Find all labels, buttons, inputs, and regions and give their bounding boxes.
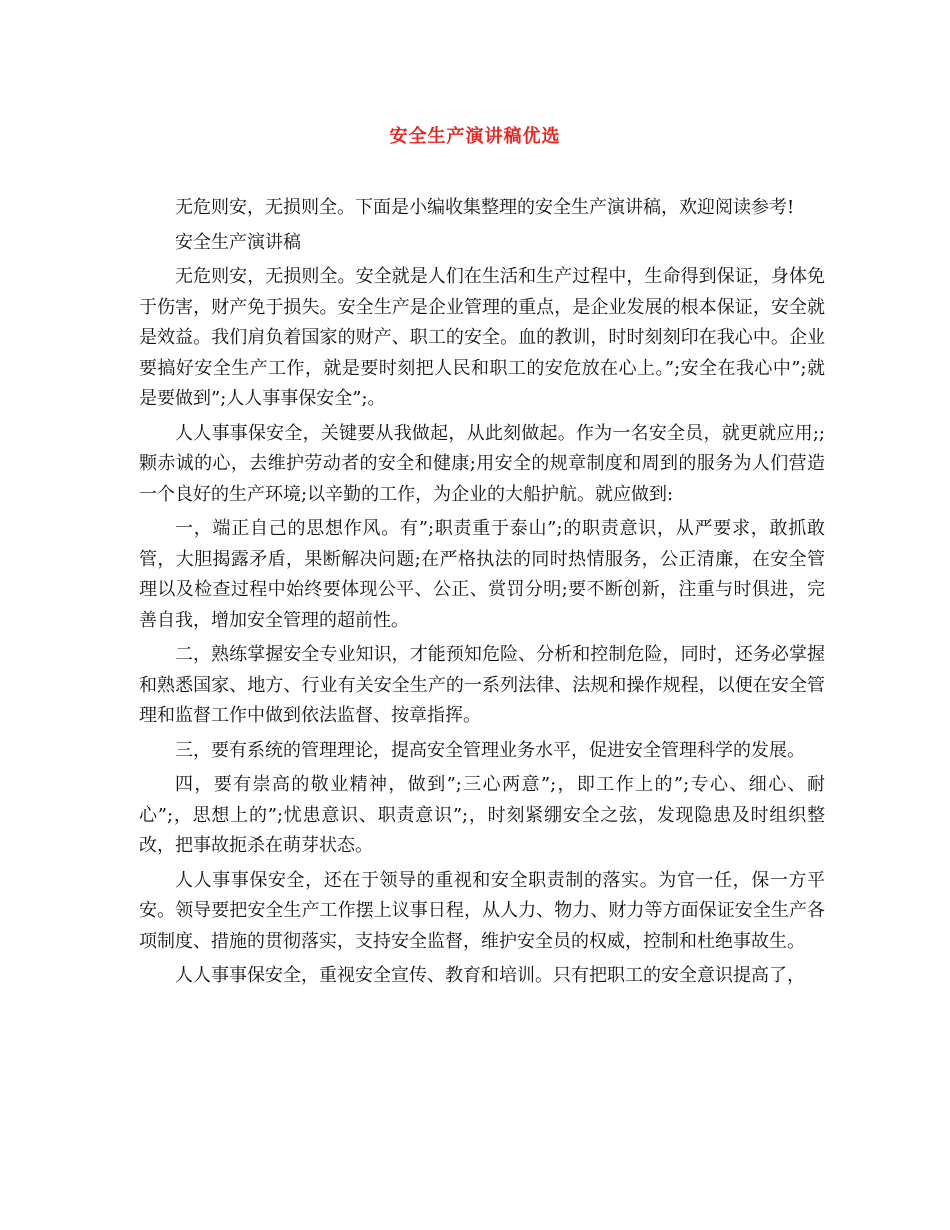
paragraph: 一，端正自己的思想作风。有”;职责重于泰山”;的职责意识，从严要求，敢抓敢管，大胆揭露矛盾，果断解决问题;在严格执法的同时热情服务，公正清廉，在安全管理以及检查过程中始终要体现公平、公正、赏罚分明;要不断创新，注重与时俱进，完善自我，增加安全管理的超前性。	[139, 518, 825, 631]
paragraph: 人人事事保安全，重视安全宣传、教育和培训。只有把职工的安全意识提高了，	[175, 965, 805, 986]
document-body	[139, 193, 825, 996]
paragraph: 人人事事保安全，关键要从我做起，从此刻做起。作为一名安全员，就更就应用;;颗赤诚的心，去维护劳动者的安全和健康;用安全的规章制度和周到的服务为人们营造一个良好的生产环境;以辛勤的工作，为企业的大船护航。就应做到:	[139, 422, 825, 505]
paragraph-intro: 无危则安，无损则全。下面是小编收集整理的安全生产演讲稿，欢迎阅读参考!	[175, 197, 795, 218]
paragraph-subtitle: 安全生产演讲稿	[175, 231, 301, 253]
paragraph: 三，要有系统的管理理论，提高安全管理业务水平，促进安全管理科学的发展。	[175, 739, 805, 761]
paragraph: 无危则安，无损则全。安全就是人们在生活和生产过程中，生命得到保证，身体免于伤害，财产免于损失。安全生产是企业管理的重点，是企业发展的根本保证，安全就是效益。我们肩负着国家的财产、职工的安全。血的教训，时时刻刻印在我心中。企业要搞好安全生产工作，就是要时刻把人民和职工的安危放在心上。”;安全在我心中”;就是要做到”;人人事事保安全”;。	[139, 266, 825, 409]
document-title: 安全生产演讲稿优选	[389, 126, 561, 147]
paragraph: 二，熟练掌握安全专业知识，才能预知危险、分析和控制危险，同时，还务必掌握和熟悉国家、地方、行业有关安全生产的一系列法律、法规和操作规程，以便在安全管理和监督工作中做到依法监督、按章指挥。	[139, 644, 825, 726]
paragraph: 四，要有崇高的敬业精神，做到”;三心两意”;，即工作上的”;专心、细心、耐心”;，思想上的”;忧患意识、职责意识”;，时刻紧绷安全之弦，发现隐患及时组织整改，把事故扼杀在萌芽状态。	[139, 774, 825, 856]
paragraph: 人人事事保安全，还在于领导的重视和安全职责制的落实。为官一任，保一方平安。领导要把安全生产工作摆上议事日程，从人力、物力、财力等方面保证安全生产各项制度、措施的贯彻落实，支持安全监督，维护安全员的权威，控制和杜绝事故生。	[139, 869, 825, 952]
